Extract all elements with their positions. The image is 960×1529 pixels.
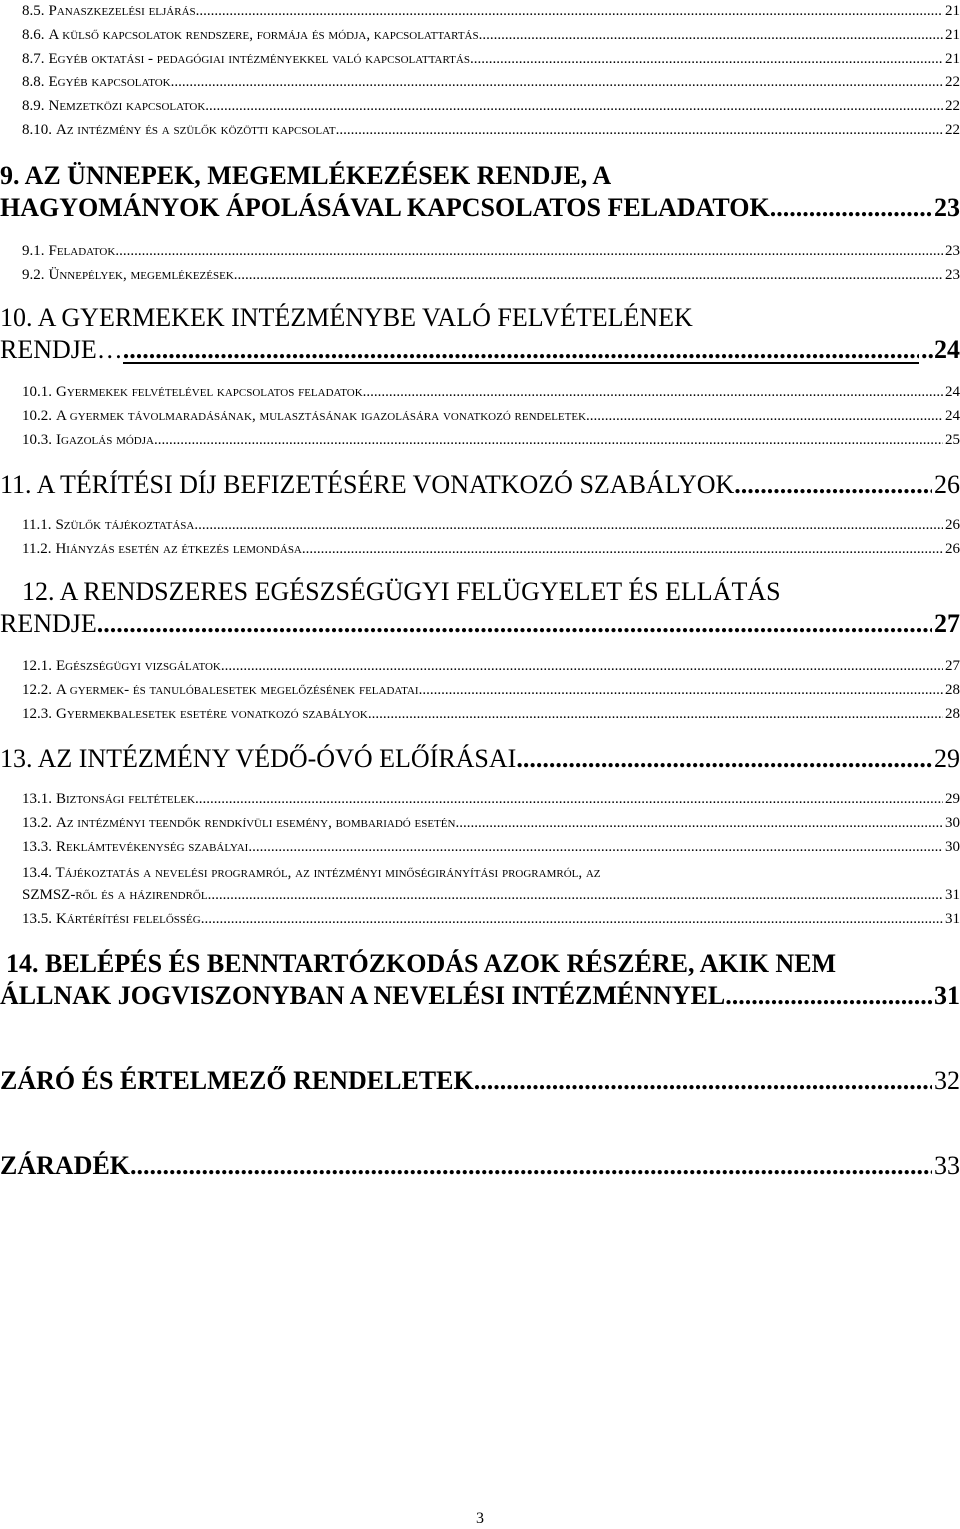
toc-entry-number: 12.1.: [22, 658, 52, 674]
chapter-title-line2: ÁLLNAK JOGVISZONYBAN A NEVELÉSI INTÉZMÉNNYEL: [0, 981, 726, 1010]
toc-chapter-13[interactable]: [0, 744, 960, 774]
dot-leader: [302, 541, 943, 558]
toc-entry-page: 26: [945, 517, 960, 533]
toc-entry-10-3[interactable]: [22, 432, 960, 449]
toc-entry-number: 8.10.: [22, 122, 52, 138]
toc-entry-title: Az intézményi teendők rendkívüli esemény, bombariadó esetén: [56, 815, 456, 831]
toc-entry-title-line2: SZMSZ-ről és a házirendről: [22, 887, 208, 903]
chapter-page: 29: [934, 744, 960, 773]
toc-entry-8-8[interactable]: [22, 74, 960, 91]
toc-entry-title: Nemzetközi kapcsolatok: [48, 98, 206, 114]
toc-entry-page: 31: [945, 911, 960, 927]
dot-leader: [734, 470, 932, 500]
toc-entry-title: Hiányzás esetén az étkezés lemondása: [55, 541, 302, 557]
toc-chapter-9[interactable]: [0, 160, 960, 224]
chapter-page: 31: [934, 981, 960, 1010]
toc-entry-page: 29: [945, 791, 960, 807]
toc-entry-page: 22: [945, 98, 960, 114]
toc-entry-title: Igazolás módja: [56, 432, 154, 448]
dot-leader: [195, 791, 943, 808]
toc-chapter-14[interactable]: [0, 948, 960, 1012]
chapter-title: ZÁRÓ ÉS ÉRTELMEZŐ RENDELETEK: [0, 1066, 474, 1095]
toc-entry-number: 8.9.: [22, 98, 45, 114]
toc-entry-title: Kártérítési felelősség: [56, 911, 201, 927]
dot-leader: [208, 884, 943, 906]
dot-leader: [196, 3, 943, 20]
toc-entry-number: 10.2.: [22, 408, 52, 424]
toc-entry-number: 12.3.: [22, 706, 52, 722]
toc-entry-10-2[interactable]: [22, 408, 960, 425]
dot-leader: [248, 839, 943, 856]
toc-entry-page: 30: [945, 839, 960, 855]
dot-leader: [725, 980, 932, 1012]
toc-entry-title: Ünnepélyek, megemlékezések: [48, 267, 234, 283]
toc-entry-page: 28: [945, 706, 960, 722]
toc-entry-title: Gyermekek felvételével kapcsolatos feladatok: [56, 384, 363, 400]
toc-entry-9-1[interactable]: [22, 243, 960, 260]
chapter-page: 23: [934, 193, 960, 222]
toc-entry-page: 21: [945, 27, 960, 43]
dot-leader: [363, 384, 943, 401]
toc-entry-number: 13.3.: [22, 839, 52, 855]
chapter-title: 11. A TÉRÍTÉSI DÍJ BEFIZETÉSÉRE VONATKOZÓ SZABÁLYOK: [0, 470, 735, 499]
dot-leader: [97, 608, 932, 640]
chapter-title: 13. AZ INTÉZMÉNY VÉDŐ-ÓVÓ ELŐÍRÁSAI: [0, 744, 517, 773]
chapter-title-line2: HAGYOMÁNYOK ÁPOLÁSÁVAL KAPCSOLATOS FELADATOK: [0, 193, 770, 222]
toc-entry-8-10[interactable]: [22, 122, 960, 139]
toc-entry-12-3[interactable]: [22, 706, 960, 723]
chapter-title-line1: 12. A RENDSZERES EGÉSZSÉGÜGYI FELÜGYELET ÉS ELLÁTÁS: [22, 577, 781, 606]
dot-leader: [470, 51, 943, 68]
toc-entry-title: Szülők tájékoztatása: [55, 517, 195, 533]
toc-entry-title: Egészségügyi vizsgálatok: [56, 658, 221, 674]
chapter-page: 27: [934, 609, 960, 638]
dot-leader: [115, 243, 943, 260]
toc-entry-page: 27: [945, 658, 960, 674]
toc-entry-page: 21: [945, 3, 960, 19]
toc-entry-number: 13.2.: [22, 815, 52, 831]
toc-entry-number: 10.3.: [22, 432, 52, 448]
toc-entry-title: Egyéb oktatási - pedagógiai intézményekkel való kapcsolattartás: [48, 51, 470, 67]
toc-entry-page: 21: [945, 51, 960, 67]
toc-entry-page: 23: [945, 243, 960, 259]
toc-entry-title: A külső kapcsolatok rendszere, formája és módja, kapcsolattartás: [48, 27, 479, 43]
toc-entry-title: Biztonsági feltételek: [56, 791, 196, 807]
dot-leader: [419, 682, 943, 699]
toc-entry-8-5[interactable]: [22, 3, 960, 20]
toc-entry-number: 11.1.: [22, 517, 52, 533]
toc-entry-page: 28: [945, 682, 960, 698]
toc-entry-page: 31: [945, 887, 960, 903]
toc-entry-number: 13.4.: [22, 865, 52, 881]
dot-leader: [194, 517, 943, 534]
toc-entry-number: 13.1.: [22, 791, 52, 807]
toc-entry-11-2[interactable]: [22, 541, 960, 558]
toc-entry-number: 13.5.: [22, 911, 52, 927]
toc-entry-8-6[interactable]: [22, 27, 960, 44]
chapter-page: 33: [934, 1151, 960, 1180]
toc-entry-title: A gyermek távolmaradásának, mulasztásának igazolására vonatkozó rendeletek: [56, 408, 587, 424]
toc-entry-number: 11.2.: [22, 541, 52, 557]
toc-entry-title: Feladatok: [48, 243, 116, 259]
toc-clause[interactable]: [0, 1151, 960, 1181]
toc-entry-title: A gyermek- és tanulóbalesetek megelőzésének feladatai: [56, 682, 419, 698]
toc-entry-page: 23: [945, 267, 960, 283]
dot-leader: [474, 1066, 932, 1096]
dot-leader: [201, 911, 943, 928]
toc-entry-13-3[interactable]: [22, 839, 960, 856]
toc-entry-page: 22: [945, 122, 960, 138]
toc-entry-13-5[interactable]: [22, 911, 960, 928]
chapter-title-line2: RENDJE: [0, 609, 97, 638]
toc-entry-12-2[interactable]: [22, 682, 960, 699]
dot-leader: [368, 706, 943, 723]
toc-entry-number: 8.7.: [22, 51, 45, 67]
toc-entry-number: 8.6.: [22, 27, 45, 43]
chapter-page: 32: [934, 1066, 960, 1095]
chapter-page: 26: [934, 470, 960, 499]
toc-chapter-12[interactable]: [0, 576, 960, 640]
dot-leader: [586, 408, 943, 425]
dot-leader: [336, 122, 943, 139]
chapter-title: ZÁRADÉK: [0, 1151, 131, 1180]
chapter-title-line1: 10. A GYERMEKEK INTÉZMÉNYBE VALÓ FELVÉTELÉNEK: [0, 303, 693, 332]
dot-leader: [516, 744, 932, 774]
toc-entry-title: Egyéb kapcsolatok: [48, 74, 171, 90]
chapter-page: ..24: [921, 335, 960, 364]
toc-chapter-11[interactable]: [0, 470, 960, 500]
toc-entry-8-7[interactable]: [22, 51, 960, 68]
dot-leader: [130, 1151, 932, 1181]
toc-entry-13-1[interactable]: [22, 791, 960, 808]
dot-leader: [123, 334, 919, 366]
toc-entry-13-2[interactable]: [22, 815, 960, 832]
toc-entry-title: Gyermekbalesetek esetére vonatkozó szabályok: [56, 706, 368, 722]
toc-entry-page: 22: [945, 74, 960, 90]
dot-leader: [221, 658, 943, 675]
dot-leader: [479, 27, 943, 44]
toc-chapter-10[interactable]: [0, 302, 960, 366]
dot-leader: [455, 815, 943, 832]
toc-entry-number: 10.1.: [22, 384, 52, 400]
chapter-title-line2: RENDJE…: [0, 335, 123, 364]
toc-entry-page: 24: [945, 384, 960, 400]
toc-entry-9-2[interactable]: [22, 267, 960, 284]
toc-entry-number: 8.8.: [22, 74, 45, 90]
toc-entry-page: 24: [945, 408, 960, 424]
dot-leader: [171, 74, 943, 91]
toc-entry-page: 26: [945, 541, 960, 557]
page-number: 3: [476, 1510, 484, 1527]
toc-closing-provisions[interactable]: [0, 1066, 960, 1096]
toc-entry-page: 30: [945, 815, 960, 831]
toc-entry-number: 8.5.: [22, 3, 45, 19]
chapter-title-line1: 9. AZ ÜNNEPEK, MEGEMLÉKEZÉSEK RENDJE, A: [0, 161, 612, 190]
toc-entry-10-1[interactable]: [22, 384, 960, 401]
toc-entry-8-9[interactable]: [22, 98, 960, 115]
toc-entry-13-4[interactable]: [22, 862, 960, 906]
toc-entry-title-line1: Tájékoztatás a nevelési programról, az intézményi minőségirányítási programról, az: [55, 865, 601, 881]
dot-leader: [770, 192, 932, 224]
toc-entry-title: Az intézmény és a szülők közötti kapcsolat: [56, 122, 336, 138]
toc-entry-11-1[interactable]: [22, 517, 960, 534]
toc-entry-number: 9.2.: [22, 267, 45, 283]
dot-leader: [205, 98, 943, 115]
toc-entry-page: 25: [945, 432, 960, 448]
toc-entry-12-1[interactable]: [22, 658, 960, 675]
dot-leader: [154, 432, 943, 449]
chapter-title-line1: 14. BELÉPÉS ÉS BENNTARTÓZKODÁS AZOK RÉSZÉRE, AKIK NEM: [6, 949, 837, 978]
toc-entry-title: Panaszkezelési eljárás: [48, 3, 196, 19]
toc-entry-number: 9.1.: [22, 243, 45, 259]
toc-entry-title: Reklámtevékenység szabályai: [56, 839, 249, 855]
toc-entry-number: 12.2.: [22, 682, 52, 698]
dot-leader: [234, 267, 943, 284]
